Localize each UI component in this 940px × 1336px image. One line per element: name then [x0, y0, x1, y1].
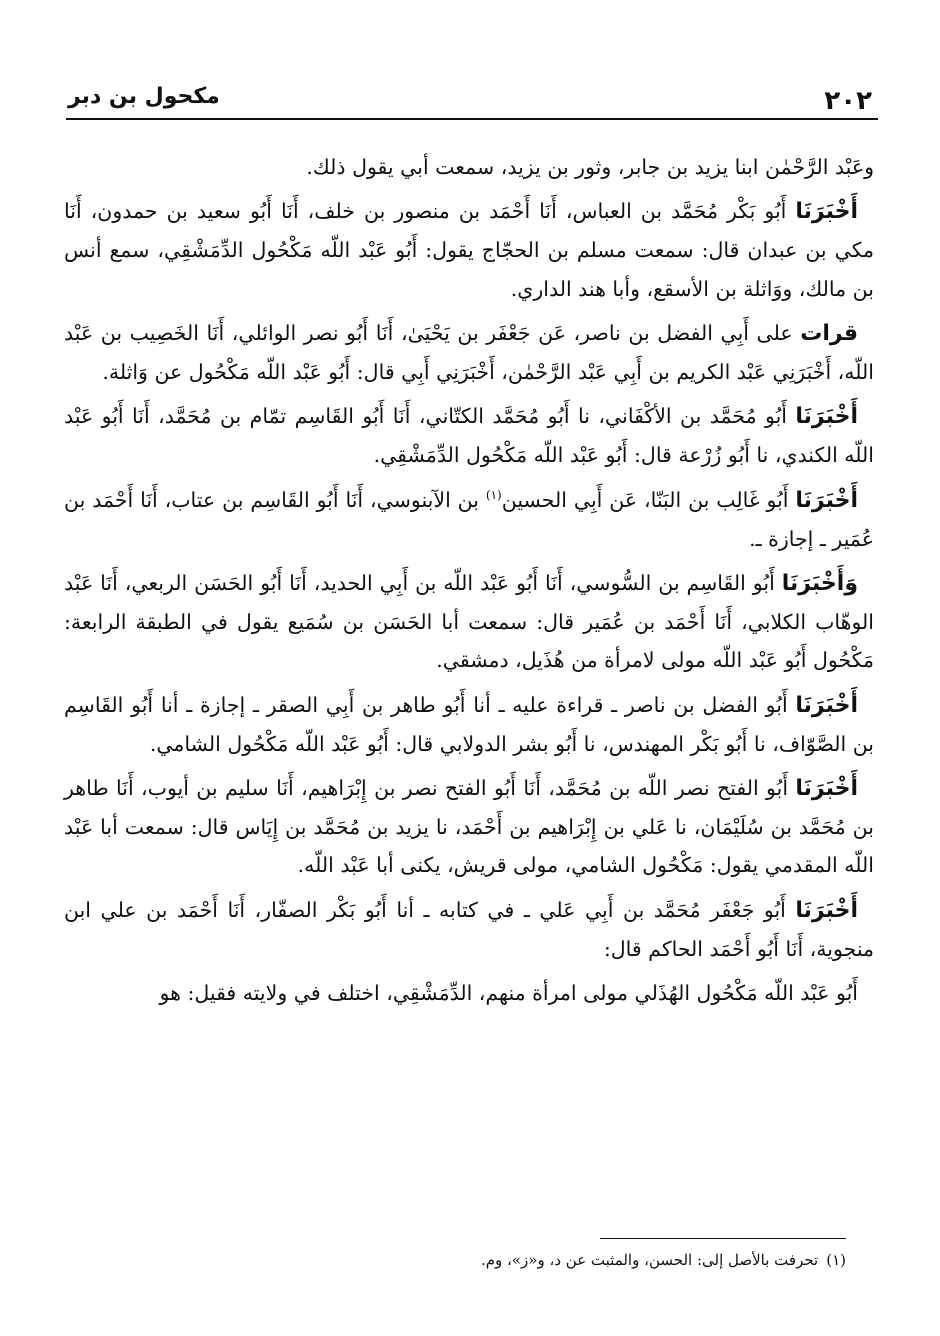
- paragraph: [64, 974, 874, 1012]
- paragraph: [64, 148, 874, 186]
- paragraph-text: أَبُو مُحَمَّد بن الأكْفَاني، نا أَبُو مُحَمَّد الكتّاني، أَنَا أَبُو القَاسِم تمّام بن مُحَمَّد، أَنَا أَبُو عَبْد اللّه الكندي، نا أَبُو زُرْعة قال: أَبُو عَبْد اللّه مَكْحُول الدِّمَشْقِي.: [64, 404, 874, 468]
- paragraph: [64, 891, 874, 968]
- paragraph-text: أَبُو القَاسِم بن السُّوسي، أَنَا أَبُو عَبْد اللّه بن أَبِي الحديد، أَنَا أَبُو الحَسَن الربعي، أَنَا عَبْد الوهّاب الكلابي، أَنَا أَحْمَد بن عُمَير قال: سمعت أبا الحَسَن بن سُمَيع يقول في الطبقة الرابعة: مَكْحُول أَبُو عَبْد اللّه مولى لامرأة من هُذَيل، دمشقي.: [64, 571, 874, 673]
- paragraph-text-continued: بن الآبنوسي، أَنَا أَبُو القَاسِم بن عتاب، أَنَا أَحْمَد بن عُمَير ـ إجازة ـ.: [64, 487, 874, 551]
- footnote: [64, 1248, 846, 1272]
- paragraph-lead: أَخْبَرَنَا: [795, 199, 858, 225]
- paragraph-text: أَبُو بَكْر مُحَمَّد بن العباس، أَنَا أَحْمَد بن منصور بن خلف، أَنَا أَبُو سعيد بن حمدون، أَنَا مكي بن عبدان قال: سمعت مسلم بن الحجّاج يقول: أَبُو عَبْد اللّه مَكْحُول الدِّمَشْقِي، سمع أنس بن مالك، ووَاثلة بن الأسقع، وأبا هند الداري.: [64, 199, 874, 301]
- paragraph-lead: أَخْبَرَنَا: [795, 897, 858, 923]
- main-text: [64, 148, 874, 1018]
- footnote-number: (١): [826, 1251, 846, 1269]
- paragraph: [64, 769, 874, 885]
- paragraph: [64, 686, 874, 763]
- paragraph-lead: أَخْبَرَنَا: [795, 692, 858, 718]
- paragraph-text: أَبُو جَعْفَر مُحَمَّد بن أَبِي عَلي ـ في كتابه ـ أنا أَبُو بَكْر الصفّار، أَنَا أَحْمَد بن علي ابن منجوية، أَنَا أَبُو أَحْمَد الحاكم قال:: [64, 897, 874, 961]
- paragraph: [64, 314, 874, 391]
- page-number: ٢٠٢: [824, 86, 872, 116]
- header-rule: [66, 118, 878, 120]
- paragraph: [64, 192, 874, 308]
- paragraph-text: أَبُو الفضل بن ناصر ـ قراءة عليه ـ أنا أَبُو طاهر بن أَبِي الصقر ـ إجازة ـ أنا أَبُو القَاسِم بن الصَّوّاف، نا أَبُو بَكْر المهندس، نا أَبُو بشر الدولابي قال: أَبُو عَبْد اللّه مَكْحُول الشامي.: [64, 692, 874, 756]
- footnote-rule: [600, 1238, 846, 1239]
- paragraph-lead: أَخْبَرَنَا: [795, 776, 858, 802]
- paragraph-text: أَبُو الفتح نصر اللّه بن مُحَمَّد، أَنَا أَبُو الفتح نصر بن إِبْرَاهيم، أَنَا سليم بن أيوب، أَنَا طاهر بن مُحَمَّد بن سُلَيْمَان، نا عَلي بن إِبْرَاهيم بن أَحْمَد، نا يزيد بن مُحَمَّد بن إِيَاس قال: سمعت أبا عَبْد اللّه المقدمي يقول: مَكْحُول الشامي، مولى قريش، يكنى أبا عَبْد اللّه.: [64, 776, 874, 878]
- paragraph-text: على أَبِي الفضل بن ناصر، عَن جَعْفَر بن يَحْيَىٰ، أَنَا أَبُو نصر الوائلي، أَنَا الخَصِيب بن عَبْد اللّه، أَخْبَرَنِي عَبْد الكريم بن أَبِي عَبْد الرَّحْمٰن، أَخْبَرَنِي أَبِي قال: أَبُو عَبْد اللّه مَكْحُول عن وَاثلة.: [64, 320, 874, 385]
- running-title: مكحول بن دبر: [68, 84, 220, 109]
- running-head: [68, 78, 872, 118]
- paragraph-lead: قرات: [800, 320, 858, 346]
- paragraph: [64, 564, 874, 680]
- footnote-text: تحرفت بالأصل إلى: الحسن، والمثبت عن د، و«ز»، وم.: [480, 1251, 819, 1269]
- paragraph-text: أَبُو عَبْد اللّه مَكْحُول الهُذَلي مولى امرأة منهم، الدِّمَشْقِي، اختلف في ولايته فقيل: هو: [159, 981, 858, 1006]
- footnote-reference[interactable]: (١): [485, 487, 502, 502]
- paragraph: [64, 481, 874, 558]
- paragraph-lead: أَخْبَرَنَا: [795, 404, 858, 430]
- paragraph-text: أَبُو غَالِب بن البَنّا، عَن أَبِي الحسين: [501, 487, 796, 512]
- paragraph: [64, 397, 874, 474]
- paragraph-text: وعَبْد الرَّحْمٰن ابنا يزيد بن جابر، وثور بن يزيد، سمعت أبي يقول ذلك.: [306, 155, 874, 179]
- paragraph-lead: أَخْبَرَنَا: [795, 487, 858, 513]
- paragraph-lead: وَأَخْبَرَنَا: [781, 571, 858, 597]
